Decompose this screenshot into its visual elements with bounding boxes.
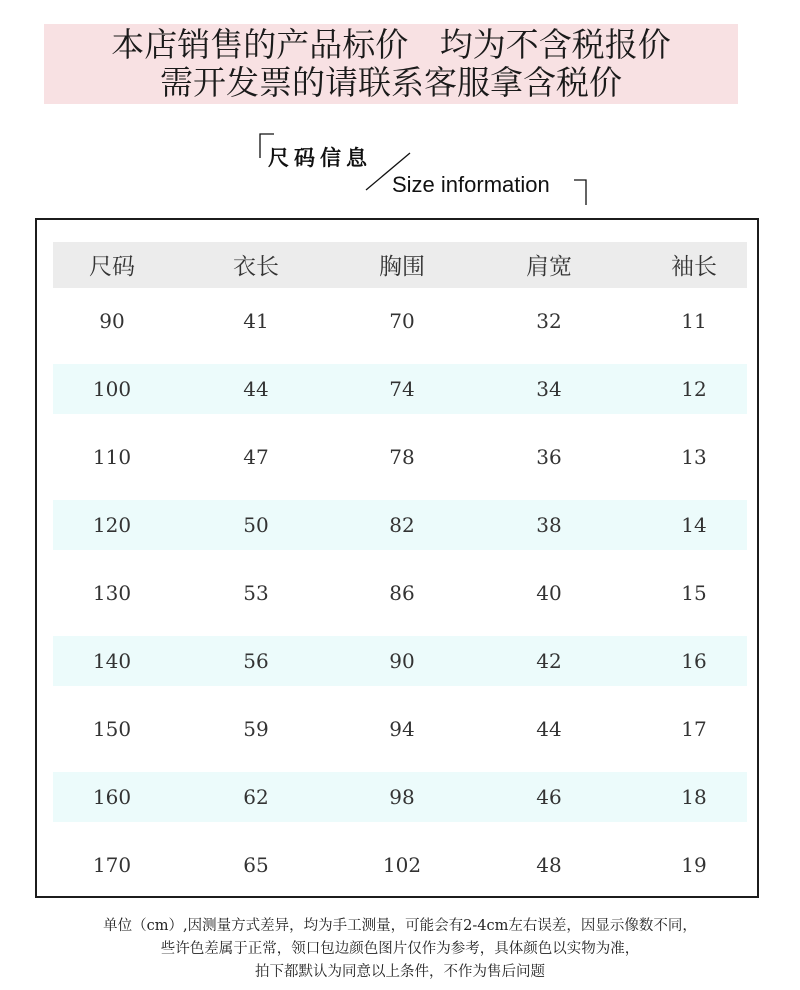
- table-header: [53, 242, 747, 288]
- size-table: [35, 218, 759, 898]
- cell-chest: 102: [382, 853, 422, 877]
- cell-sleeve: 15: [681, 581, 707, 605]
- cell-size: 150: [92, 717, 132, 741]
- cell-size: 110: [92, 445, 132, 469]
- cell-size: 90: [99, 309, 125, 333]
- cell-sleeve: 16: [681, 649, 707, 673]
- cell-length: 56: [243, 649, 269, 673]
- cell-size: 170: [92, 853, 132, 877]
- cell-sleeve: 13: [681, 445, 707, 469]
- footnote-line-2: 些许色差属于正常，领口包边颜色图片仅作为参考，具体颜色以实物为准，: [160, 941, 640, 957]
- table-row: [53, 840, 747, 890]
- cell-size: 100: [92, 377, 132, 401]
- cell-length: 47: [243, 445, 269, 469]
- cell-chest: 86: [389, 581, 415, 605]
- header-length: 衣长: [233, 254, 279, 280]
- size-info-heading: [248, 128, 593, 210]
- notice-line-2: 需开发票的请联系客服拿含税价: [160, 63, 622, 102]
- table-row: [53, 296, 747, 346]
- cell-length: 50: [243, 513, 269, 537]
- cell-sleeve: 14: [681, 513, 707, 537]
- cell-size: 120: [92, 513, 132, 537]
- cell-chest: 98: [389, 785, 415, 809]
- cell-chest: 78: [389, 445, 415, 469]
- cell-sleeve: 19: [681, 853, 707, 877]
- cell-chest: 82: [389, 513, 415, 537]
- cell-length: 59: [243, 717, 269, 741]
- cell-length: 62: [243, 785, 269, 809]
- table-row: [53, 772, 747, 822]
- header-shoulder: 肩宽: [526, 254, 572, 280]
- cell-shoulder: 42: [536, 649, 562, 673]
- table-row: [53, 636, 747, 686]
- cell-shoulder: 40: [536, 581, 562, 605]
- header-chest: 胸围: [379, 254, 425, 280]
- cell-size: 130: [92, 581, 132, 605]
- price-notice-banner: [44, 24, 738, 104]
- notice-line-1: 本店销售的产品标价 均为不含税报价: [111, 25, 671, 64]
- cell-chest: 90: [389, 649, 415, 673]
- heading-english: Size information: [392, 172, 550, 197]
- footnote-line-1: 单位（cm）,因测量方式差异，均为手工测量，可能会有2-4cm左右误差，因显示像数不同，: [103, 918, 697, 934]
- table-row: [53, 704, 747, 754]
- table-row: [53, 364, 747, 414]
- table-row: [53, 432, 747, 482]
- cell-shoulder: 32: [536, 309, 562, 333]
- heading-chinese: 尺码信息: [268, 146, 372, 170]
- cell-length: 65: [243, 853, 269, 877]
- cell-size: 140: [92, 649, 132, 673]
- cell-chest: 94: [389, 717, 415, 741]
- cell-length: 41: [243, 309, 269, 333]
- cell-shoulder: 34: [536, 377, 562, 401]
- cell-sleeve: 11: [681, 309, 707, 333]
- cell-shoulder: 46: [536, 785, 562, 809]
- cell-chest: 70: [389, 309, 415, 333]
- cell-sleeve: 18: [681, 785, 707, 809]
- cell-length: 44: [243, 377, 269, 401]
- cell-size: 160: [92, 785, 132, 809]
- table-row: [53, 500, 747, 550]
- header-sleeve: 袖长: [671, 254, 717, 280]
- cell-length: 53: [243, 581, 269, 605]
- cell-shoulder: 48: [536, 853, 562, 877]
- cell-shoulder: 44: [536, 717, 562, 741]
- cell-sleeve: 12: [681, 377, 707, 401]
- header-size: 尺码: [89, 254, 135, 280]
- cell-sleeve: 17: [681, 717, 707, 741]
- cell-chest: 74: [389, 377, 415, 401]
- footnote-line-3: 拍下都默认为同意以上条件，不作为售后问题: [255, 964, 545, 980]
- cell-shoulder: 36: [536, 445, 562, 469]
- cell-shoulder: 38: [536, 513, 562, 537]
- table-row: [53, 568, 747, 618]
